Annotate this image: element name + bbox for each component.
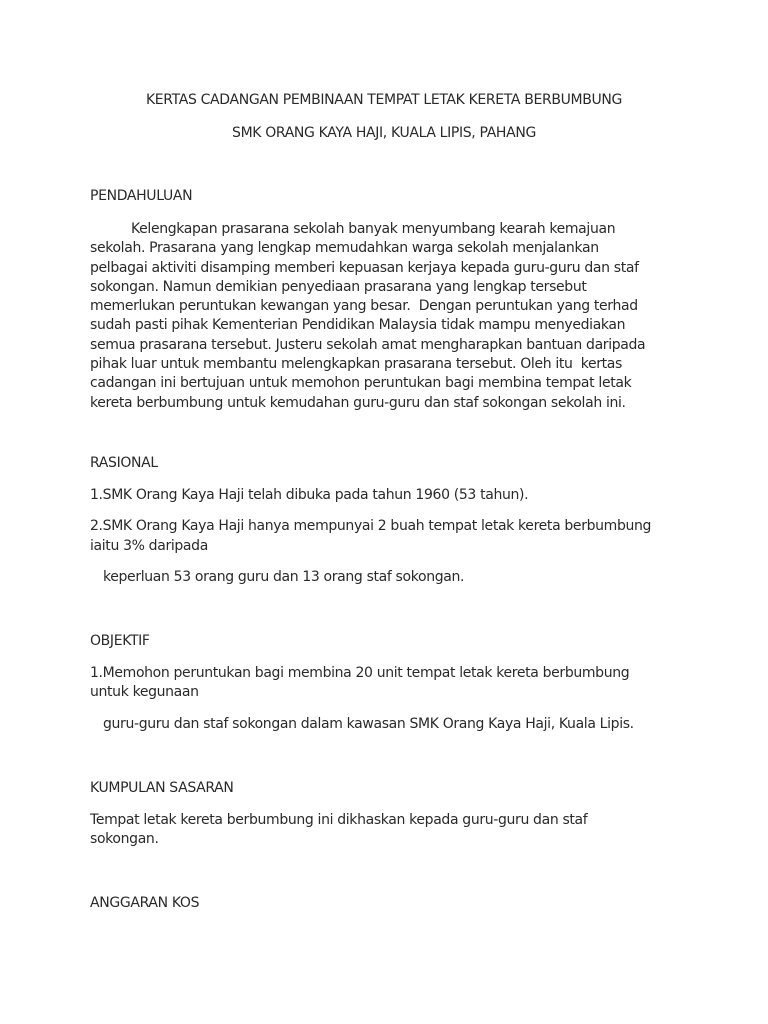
heading-objektif: OBJEKTIF	[90, 633, 150, 649]
paragraph-pendahuluan	[90, 220, 690, 413]
paragraph-line: memerlukan peruntukan kewangan yang besar. Dengan peruntukan yang terhad	[90, 298, 638, 315]
paragraph-line: sekolah. Prasarana yang lengkap memudahkan warga sekolah menjalankan	[90, 240, 599, 257]
objektif-item-1-line-3: guru-guru dan staf sokongan dalam kawasan SMK Orang Kaya Haji, Kuala Lipis.	[103, 716, 634, 732]
paragraph-line: sudah pasti pihak Kementerian Pendidikan Malaysia tidak mampu menyediakan	[90, 317, 626, 334]
rasional-item-2-line-2: iaitu 3% daripada	[90, 538, 208, 554]
paragraph-line: sokongan. Namun demikian penyediaan prasarana yang lengkap tersebut	[90, 278, 587, 295]
rasional-item-1: 1.SMK Orang Kaya Haji telah dibuka pada tahun 1960 (53 tahun).	[90, 487, 529, 503]
rasional-item-2-line-3: keperluan 53 orang guru dan 13 orang staf sokongan.	[103, 569, 465, 585]
paragraph-line: pelbagai aktiviti disamping memberi kepuasan kerjaya kepada guru-guru dan staf	[90, 259, 639, 276]
rasional-item-2-line-1: 2.SMK Orang Kaya Haji hanya mempunyai 2 buah tempat letak kereta berbumbung	[90, 518, 652, 534]
document-subtitle: SMK ORANG KAYA HAJI, KUALA LIPIS, PAHANG	[232, 125, 536, 141]
kumpulan-sasaran-line-2: sokongan.	[90, 831, 159, 847]
document-title: KERTAS CADANGAN PEMBINAAN TEMPAT LETAK KERETA BERBUMBUNG	[145, 92, 623, 108]
paragraph-line: pihak luar untuk membantu melengkapkan prasarana tersebut. Oleh itu kertas	[90, 356, 622, 373]
objektif-item-1-line-1: 1.Memohon peruntukan bagi membina 20 unit tempat letak kereta berbumbung	[90, 665, 630, 681]
paragraph-line: cadangan ini bertujuan untuk memohon peruntukan bagi membina tempat letak	[90, 375, 632, 392]
paragraph-line: semua prasarana tersebut. Justeru sekolah amat mengharapkan bantuan daripada	[90, 336, 646, 353]
heading-anggaran-kos: ANGGARAN KOS	[90, 895, 200, 911]
kumpulan-sasaran-line-1: Tempat letak kereta berbumbung ini dikhaskan kepada guru-guru dan staf	[90, 812, 588, 828]
heading-rasional: RASIONAL	[90, 455, 158, 471]
heading-pendahuluan: PENDAHULUAN	[90, 188, 193, 204]
paragraph-line: kereta berbumbung untuk kemudahan guru-guru dan staf sokongan sekolah ini.	[90, 394, 626, 411]
objektif-item-1-line-2: untuk kegunaan	[90, 684, 199, 700]
paragraph-line: Kelengkapan prasarana sekolah banyak menyumbang kearah kemajuan	[90, 221, 616, 237]
heading-kumpulan-sasaran: KUMPULAN SASARAN	[90, 780, 234, 796]
